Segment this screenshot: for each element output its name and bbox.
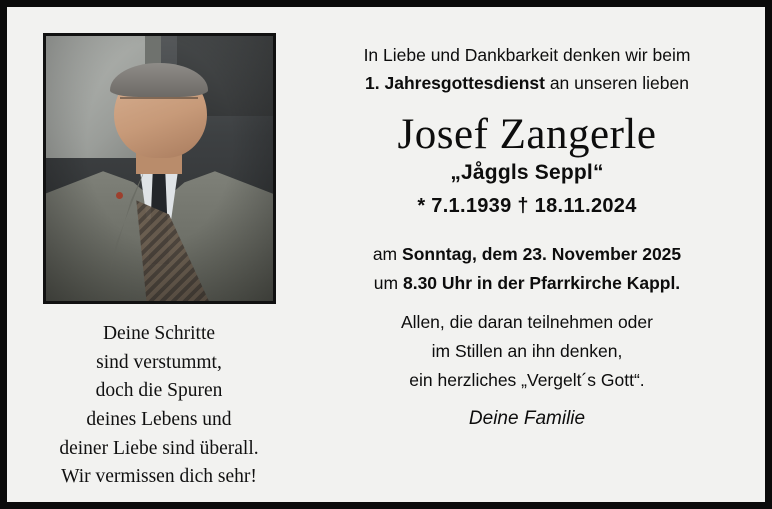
- notice-inner-layout: [7, 7, 765, 502]
- service-date: Sonntag, dem 23. November 2025: [402, 243, 682, 264]
- verse-line: doch die Spuren: [95, 380, 223, 402]
- closing-text: [401, 308, 653, 396]
- service-place: in der Pfarrkirche Kappl.: [472, 273, 681, 294]
- closing-line-2: im Stillen an ihn denken,: [431, 341, 623, 361]
- memorial-verse: [59, 320, 258, 492]
- verse-line: sind verstummt,: [96, 351, 222, 373]
- intro-text: [364, 41, 691, 98]
- service-date-line: [373, 240, 681, 269]
- service-time-line: [373, 269, 681, 298]
- left-column: [23, 25, 295, 492]
- intro-line-1: In Liebe und Dankbarkeit denken wir beim: [363, 45, 691, 65]
- deceased-nickname: „Jåggls Seppl“: [450, 160, 604, 184]
- verse-line: deines Lebens und: [86, 409, 232, 431]
- verse-line: Deine Schritte: [102, 323, 216, 345]
- service-details: [373, 240, 681, 299]
- service-prefix: am: [372, 243, 403, 264]
- family-signature: Deine Familie: [468, 407, 586, 429]
- right-column: [295, 25, 749, 492]
- portrait-frame: [43, 33, 276, 304]
- intro-line-2: [364, 69, 691, 97]
- closing-line-3: ein herzliches „Vergelt´s Gott“.: [409, 370, 645, 391]
- service-time: 8.30 Uhr: [402, 273, 473, 294]
- intro-line-2-rest: an unseren lieben: [544, 73, 689, 94]
- verse-line: deiner Liebe sind überall.: [59, 437, 259, 459]
- photo-vignette: [46, 36, 273, 301]
- verse-line: Wir vermissen dich sehr!: [61, 466, 257, 488]
- service-time-prefix: um: [373, 273, 403, 294]
- life-dates: * 7.1.1939 † 18.11.2024: [417, 194, 637, 217]
- deceased-name: Josef Zangerle: [397, 110, 657, 158]
- closing-line-1: Allen, die daran teilnehmen oder: [401, 311, 653, 332]
- intro-occasion: 1. Jahresgottesdienst: [365, 73, 545, 94]
- portrait-photo: [46, 36, 273, 301]
